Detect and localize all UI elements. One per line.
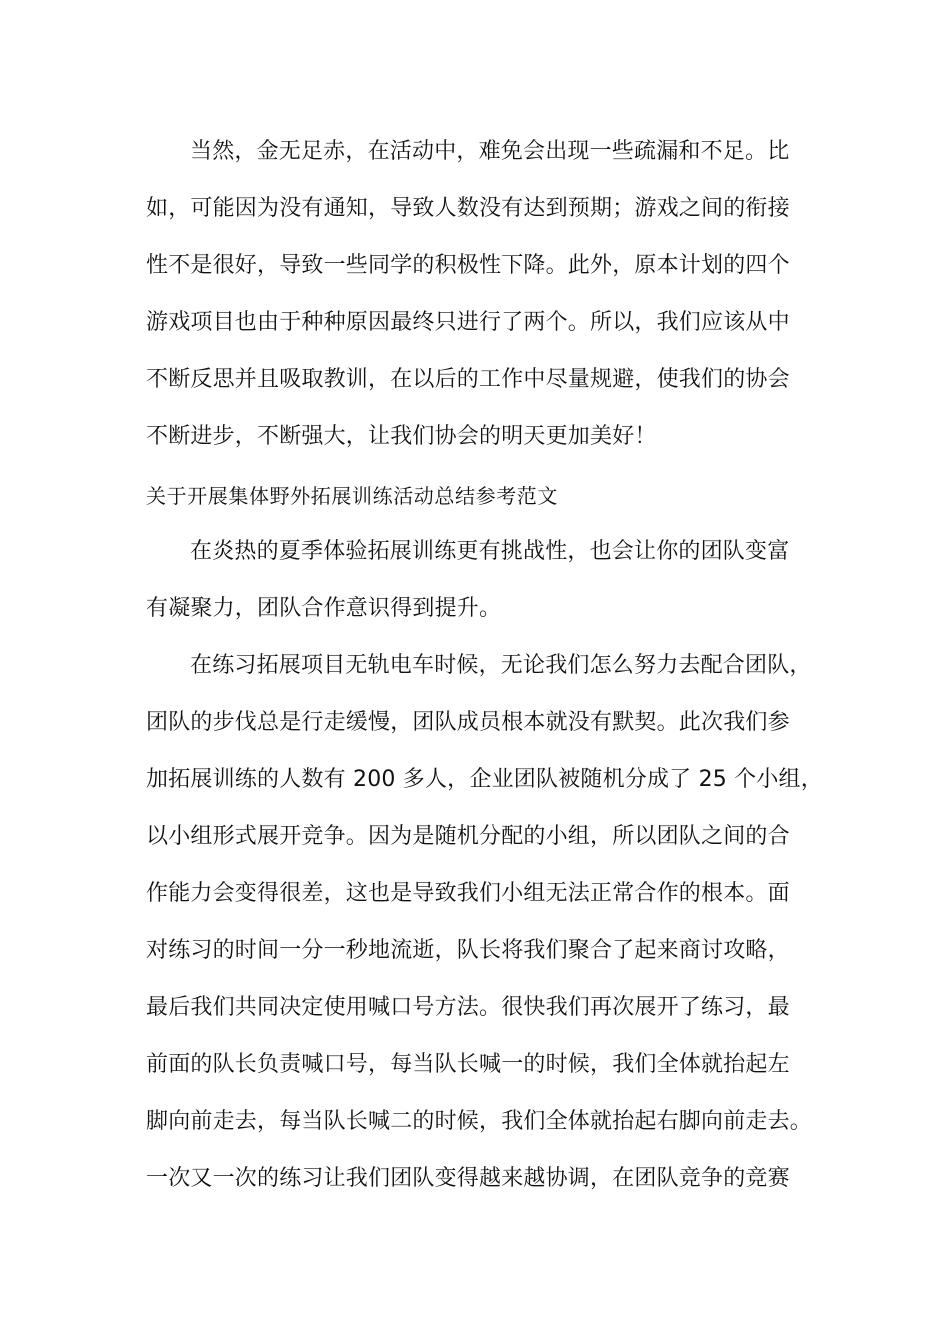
paragraph-1-line-2: 如，可能因为没有通知，导致人数没有达到预期；游戏之间的衔接 xyxy=(146,196,790,221)
paragraph-3-line-8: 前面的队长负责喊口号，每当队长喊一的时候，我们全体就抬起左 xyxy=(146,1052,790,1077)
paragraph-1-line-4: 游戏项目也由于种种原因最终只进行了两个。所以，我们应该从中 xyxy=(146,310,790,335)
paragraph-3-line-1: 在练习拓展项目无轨电车时候，无论我们怎么努力去配合团队， xyxy=(190,653,812,678)
paragraph-1-line-6: 不断进步，不断强大，让我们协会的明天更加美好！ xyxy=(146,424,657,449)
paragraph-2-line-1: 在炎热的夏季体验拓展训练更有挑战性，也会让你的团队变富 xyxy=(190,539,790,564)
paragraph-3-line-3: 加拓展训练的人数有 200 多人，企业团队被随机分成了 25 个小组， xyxy=(146,767,823,792)
paragraph-3-line-6: 对练习的时间一分一秒地流逝，队长将我们聚合了起来商讨攻略， xyxy=(146,938,790,963)
paragraph-3-line-2: 团队的步伐总是行走缓慢，团队成员根本就没有默契。此次我们参 xyxy=(146,710,790,735)
section-heading: 关于开展集体野外拓展训练活动总结参考范文 xyxy=(146,484,558,508)
paragraph-1-line-3: 性不是很好，导致一些同学的积极性下降。此外，原本计划的四个 xyxy=(146,253,790,278)
paragraph-3-line-10: 一次又一次的练习让我们团队变得越来越协调，在团队竞争的竞赛 xyxy=(146,1166,790,1191)
paragraph-3-line-7: 最后我们共同决定使用喊口号方法。很快我们再次展开了练习，最 xyxy=(146,995,790,1020)
paragraph-1-line-1: 当然，金无足赤，在活动中，难免会出现一些疏漏和不足。比 xyxy=(190,139,790,164)
paragraph-3-line-5: 作能力会变得很差，这也是导致我们小组无法正常合作的根本。面 xyxy=(146,881,790,906)
paragraph-3-line-4: 以小组形式展开竞争。因为是随机分配的小组，所以团队之间的合 xyxy=(146,824,790,849)
paragraph-2-line-2: 有凝聚力，团队合作意识得到提升。 xyxy=(146,596,502,621)
paragraph-1-line-5: 不断反思并且吸取教训，在以后的工作中尽量规避，使我们的协会 xyxy=(146,367,790,392)
paragraph-3-line-9: 脚向前走去，每当队长喊二的时候，我们全体就抬起右脚向前走去。 xyxy=(146,1109,813,1134)
